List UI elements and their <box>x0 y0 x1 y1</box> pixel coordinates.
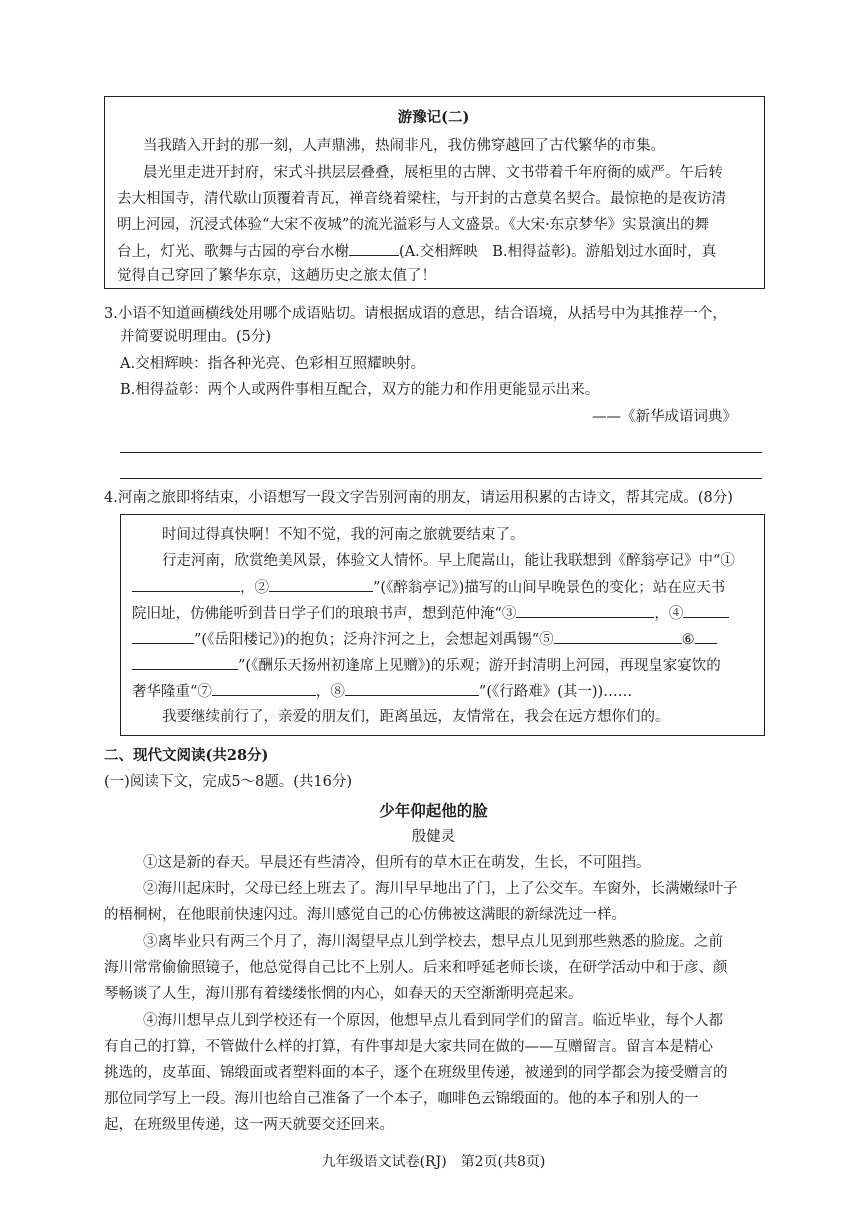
question-3-line-2: 并简要说明理由。(5分) <box>120 329 272 345</box>
question-4-box <box>120 514 765 736</box>
box-paragraph-2-line-3: 明上河园，沉浸式体验“大宋不夜城”的流光溢彩与人文盛景。《大宋·东京梦华》实景演出的舞 <box>117 217 710 233</box>
blank-8[interactable] <box>345 681 479 696</box>
article-paragraph-4-line-4: 那位同学写上一段。海川也给自己准备了一个本子，咖啡色云锦缎面的。他的本子和别人的一 <box>104 1091 699 1107</box>
q4-box-line-1: 时间过得真快啊！不知不觉，我的河南之旅就要结束了。 <box>162 527 525 543</box>
text-segment: ⑥ <box>681 632 695 648</box>
text-segment: ”(《岳阳楼记》)的抱负；泛舟汴河之上，会想起刘禹锡“⑤ <box>194 632 554 648</box>
article-paragraph-4-line-5: 起，在班级里传递，这一两天就要交还回来。 <box>104 1117 394 1133</box>
text-segment: 奢华隆重“⑦ <box>132 684 212 700</box>
article-paragraph-3-line-3: 琴畅谈了人生，海川那有着缕缕怅惘的内心，如春天的天空渐渐明亮起来。 <box>104 986 583 1002</box>
article-author: 殷健灵 <box>411 829 456 845</box>
box-paragraph-1: 当我踏入开封的那一刻，人声鼎沸，热闹非凡，我仿佛穿越回了古代繁华的市集。 <box>143 138 665 154</box>
answer-line-1[interactable] <box>120 452 762 453</box>
blank-4-cont[interactable] <box>132 629 194 644</box>
article-paragraph-3-line-1: ③离毕业只有两三个月了，海川渴望早点儿到学校去，想早点儿见到那些熟悉的脸庞。之前 <box>143 934 723 950</box>
fill-in-blank[interactable] <box>349 241 399 256</box>
page-footer: 九年级语文试卷(RJ) 第2页(共8页) <box>321 1154 546 1170</box>
blank-6[interactable] <box>695 629 717 644</box>
subsection-1-instructions: (一)阅读下文，完成5～8题。(共16分) <box>104 774 353 790</box>
box-paragraph-2-line-1: 晨光里走进开封府，宋式斗拱层层叠叠，展柜里的古牌、文书带着千年府衙的威严。午后转 <box>143 165 723 181</box>
question-4-line-1: 4.河南之旅即将结束，小语想写一段文字告别河南的朋友，请运用积累的古诗文，帮其完成。(8分) <box>104 490 733 506</box>
blank-4[interactable] <box>683 603 729 618</box>
article-paragraph-2-line-2: 的梧桐树，在他眼前快速闪过。海川感觉自己的心仿佛被这满眼的新绿洗过一样。 <box>104 907 626 923</box>
blank-6-cont[interactable] <box>132 655 238 670</box>
box-title: 游豫记(二) <box>397 109 470 126</box>
article-paragraph-1: ①这是新的春天。早晨还有些清冷，但所有的草木正在萌发，生长，不可阻挡。 <box>143 855 651 871</box>
dictionary-source: ——《新华成语词典》 <box>592 409 737 425</box>
q4-box-line-4 <box>132 603 729 624</box>
text-segment: ，② <box>240 580 269 596</box>
text-segment: 台上，灯光、歌舞与古园的亭台水榭 <box>117 244 349 260</box>
blank-2[interactable] <box>269 577 373 592</box>
q4-box-line-5 <box>132 629 717 650</box>
article-paragraph-4-line-3: 挑选的，皮革面、锦缎面或者塑料面的本子，逐个在班级里传递，被递到的同学都会为接受赠言的 <box>104 1065 728 1081</box>
article-paragraph-4-line-2: 有自己的打算，不管做什么样的打算，有件事却是大家共同在做的——互赠留言。留言本是精心 <box>104 1039 713 1055</box>
box-paragraph-2-line-5: 觉得自己穿回了繁华东京，这趟历史之旅太值了！ <box>117 268 436 284</box>
option-b: B.相得益彰：两个人或两件事相互配合，双方的能力和作用更能显示出来。 <box>120 382 600 398</box>
article-paragraph-2-line-1: ②海川起床时，父母已经上班去了。海川早早地出了门，上了公交车。车窗外，长满嫩绿叶子 <box>143 881 738 897</box>
text-segment: ”(《醉翁亭记》)描写的山间早晚景色的变化；站在应天书 <box>373 580 726 596</box>
q4-box-line-3 <box>132 577 725 598</box>
option-a: A.交相辉映：指各种光亮、色彩相互照耀映射。 <box>120 356 426 372</box>
answer-line-2[interactable] <box>120 478 762 479</box>
q4-box-line-7 <box>132 681 632 702</box>
box-paragraph-2-line-4 <box>117 241 716 262</box>
text-segment: (A.交相辉映 B.相得益彰)。游船划过水面时，真 <box>399 244 717 260</box>
blank-1[interactable] <box>132 577 240 592</box>
blank-7[interactable] <box>212 681 316 696</box>
box-paragraph-2-line-2: 去大相国寺，清代歇山顶覆着青瓦，禅音绕着梁柱，与开封的古意莫名契合。最惊艳的是夜访清 <box>117 191 726 207</box>
text-segment: ”(《行路难》(其一))…… <box>478 684 633 700</box>
q4-box-line-2: 行走河南，欣赏绝美风景，体验文人情怀。早上爬嵩山，能让我联想到《醉翁亭记》中“① <box>162 553 735 569</box>
q4-box-line-8: 我要继续前行了，亲爱的朋友们，距离虽远，友情常在，我会在远方想你们的。 <box>162 709 670 725</box>
article-paragraph-4-line-1: ④海川想早点儿到学校还有一个原因，他想早点儿看到同学们的留言。临近毕业，每个人都 <box>143 1013 723 1029</box>
text-segment: ”(《酬乐天扬州初逢席上见赠》)的乐观；游开封清明上河园，再现皇家宴饮的 <box>238 658 721 674</box>
text-segment: ，⑧ <box>315 684 345 700</box>
blank-3[interactable] <box>516 603 654 618</box>
question-3-line-1: 3.小语不知道画横线处用哪个成语贴切。请根据成语的意思，结合语境，从括号中为其推荐一个， <box>104 306 727 322</box>
blank-5[interactable] <box>554 629 682 644</box>
text-segment: ，④ <box>654 606 684 622</box>
section-2-heading: 二、现代文阅读(共28分) <box>104 747 269 764</box>
text-segment: 院旧址，仿佛能听到昔日学子们的琅琅书声，想到范仲淹“③ <box>132 606 517 622</box>
article-title: 少年仰起他的脸 <box>379 801 488 820</box>
q4-box-line-6 <box>132 655 721 676</box>
article-paragraph-3-line-2: 海川常常偷偷照镜子，他总觉得自己比不上别人。后来和呼延老师长谈，在研学活动中和于彦、颜 <box>104 960 728 976</box>
